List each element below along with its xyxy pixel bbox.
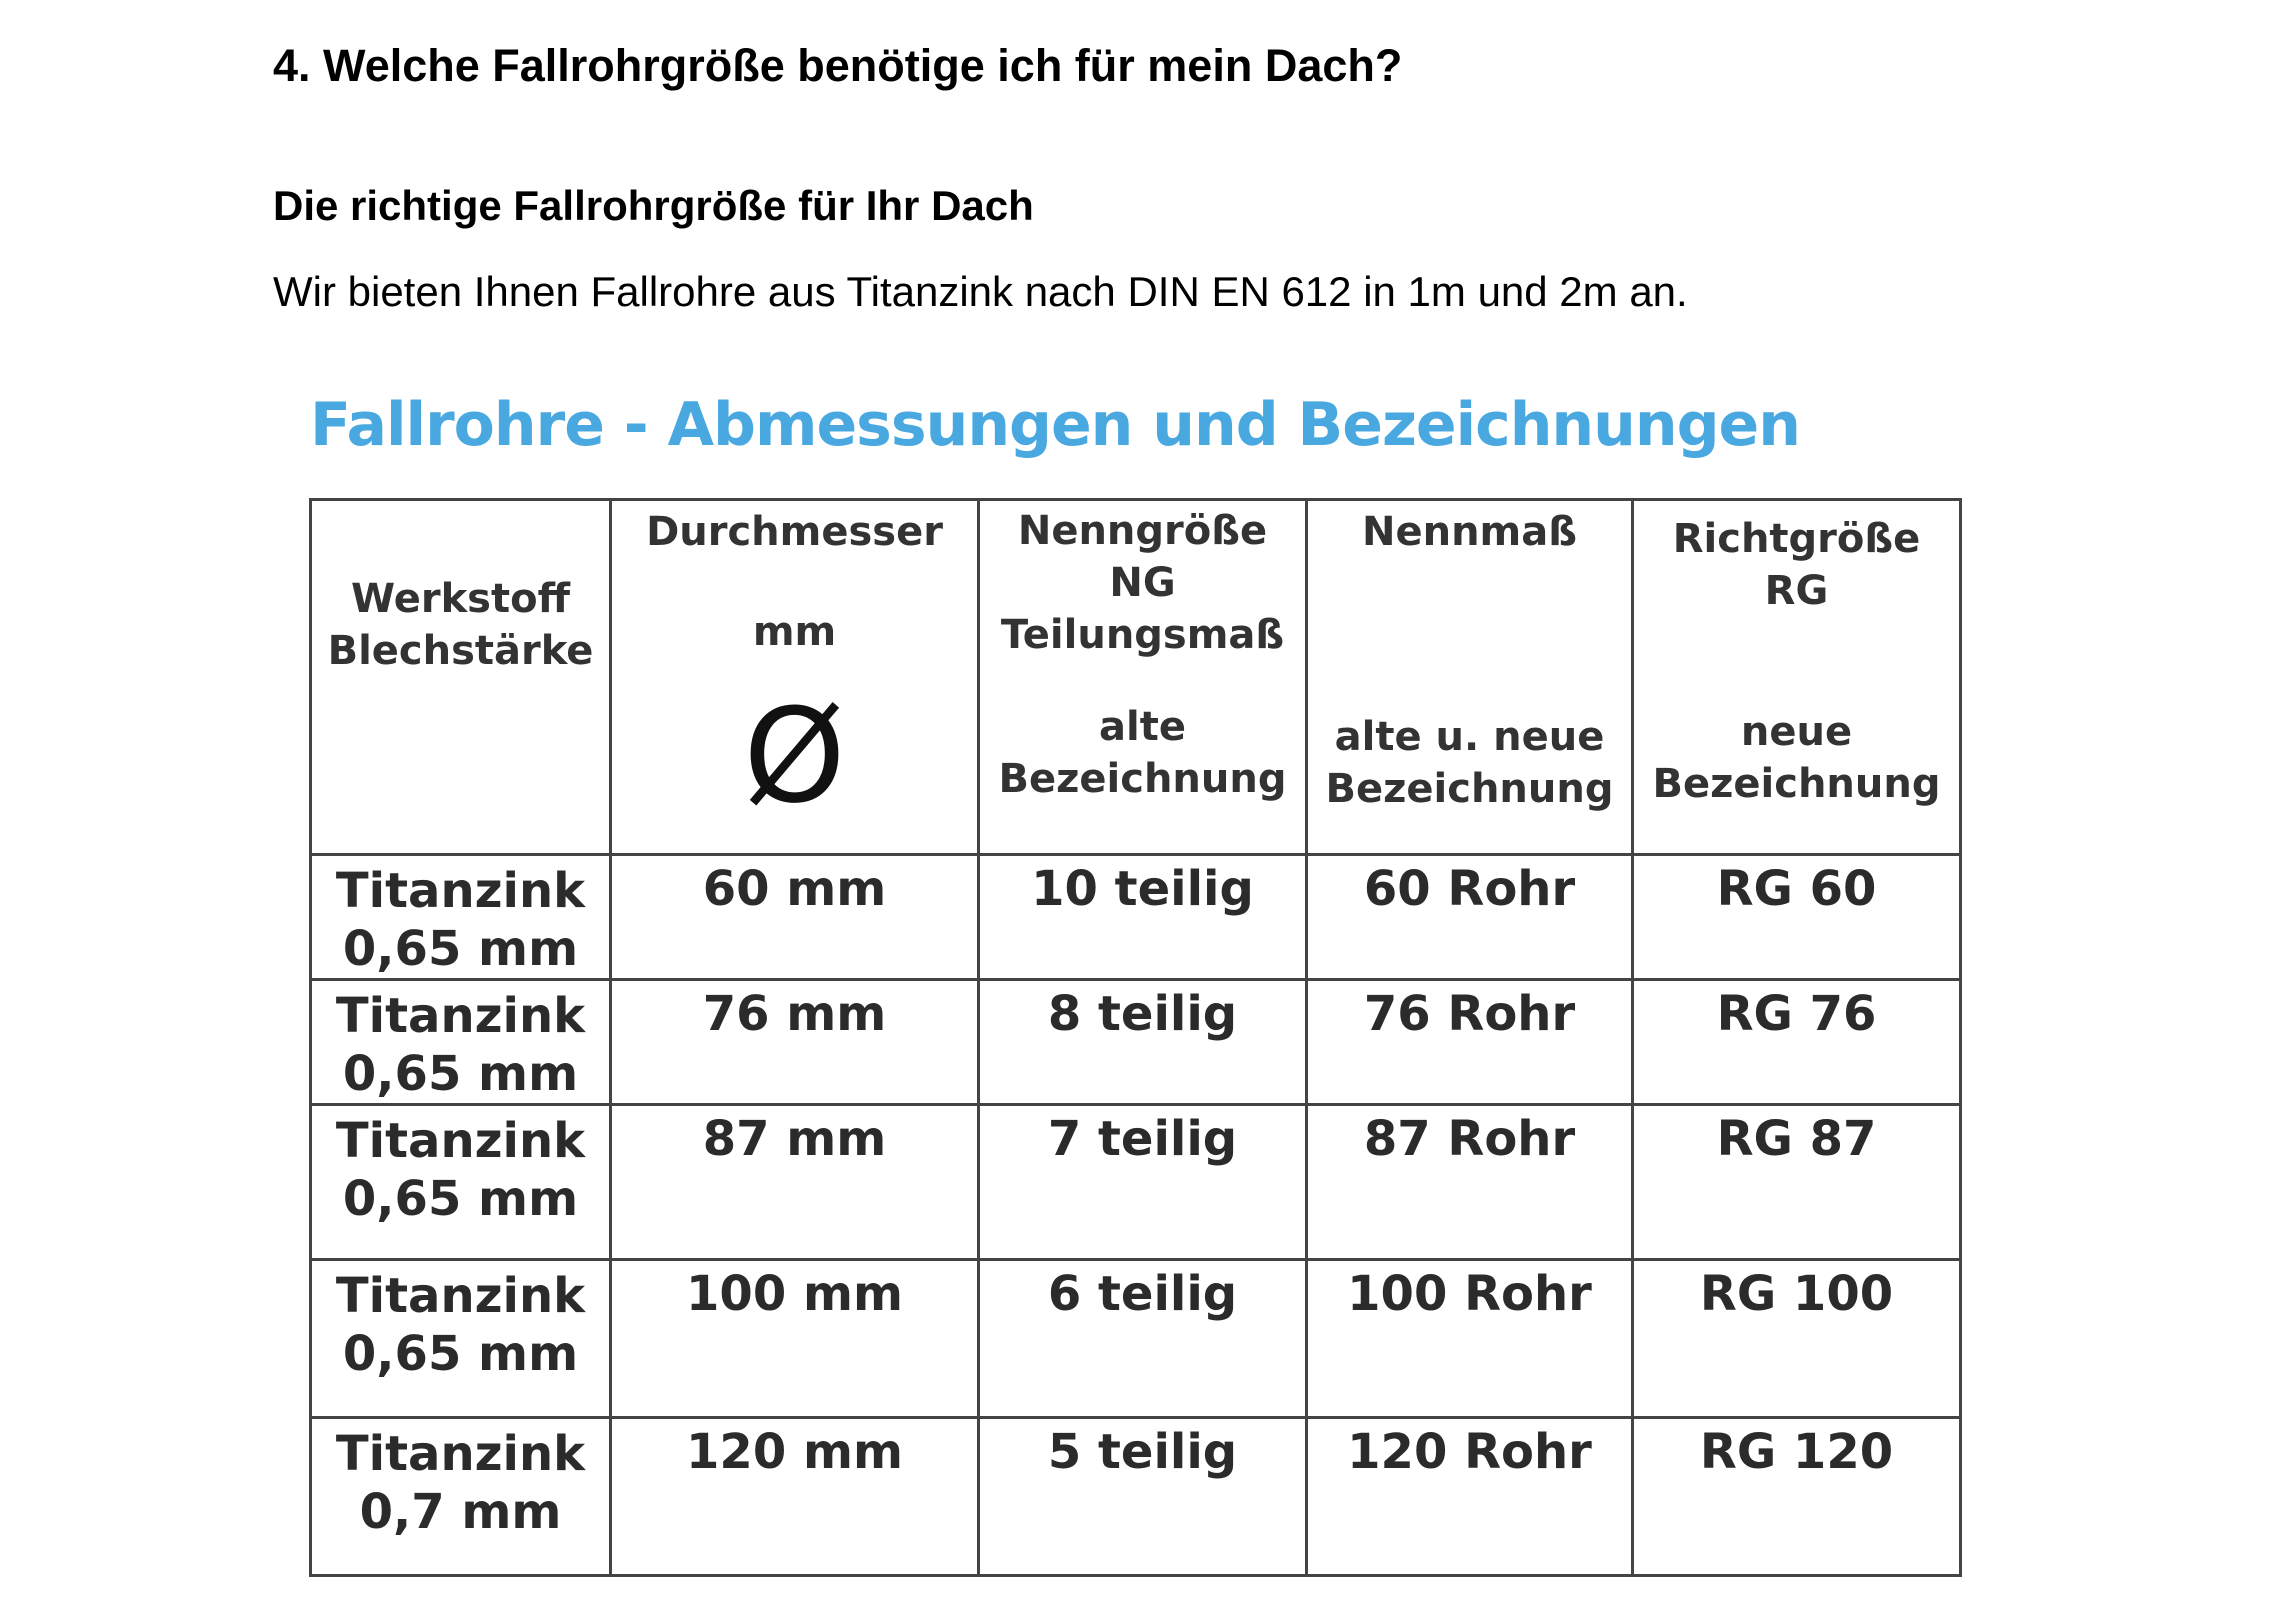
header-rg-bottom <box>1634 706 1959 810</box>
header-nennmass-line1: Nennmaß <box>1362 509 1577 555</box>
cell-diameter: 76 mm <box>611 980 979 1105</box>
table-header-row <box>311 500 1961 855</box>
header-material <box>311 500 611 855</box>
cell-diameter: 100 mm <box>611 1260 979 1418</box>
header-diameter <box>611 500 979 855</box>
header-material-line2: Blechstärke <box>327 628 594 674</box>
cell-ng: 8 teilig <box>979 980 1307 1105</box>
header-richtgroesse <box>1633 500 1961 855</box>
material-thickness: 0,65 mm <box>342 1171 579 1227</box>
header-rg-line2: RG <box>1764 568 1829 614</box>
header-ng-line3: Teilungsmaß <box>1000 612 1285 658</box>
cell-ng: 6 teilig <box>979 1260 1307 1418</box>
cell-rg: RG 87 <box>1633 1105 1961 1260</box>
header-rg-top <box>1634 513 1959 617</box>
header-ng-line2: NG <box>1109 560 1176 606</box>
header-ng-line1: Nenngröße <box>1017 508 1268 554</box>
table-row <box>311 980 1961 1105</box>
material-thickness: 0,65 mm <box>342 1046 579 1102</box>
header-rg-line1: Richtgröße <box>1672 516 1921 562</box>
header-diameter-line1: Durchmesser <box>646 509 943 555</box>
material-name: Titanzink <box>335 863 586 919</box>
header-rg-line4: Bezeichnung <box>1652 761 1941 807</box>
table-title: Fallrohre - Abmessungen und Bezeichnungen <box>310 390 1800 460</box>
downpipe-spec-table <box>309 498 1962 1577</box>
header-rg-line3: neue <box>1740 709 1853 755</box>
cell-rg: RG 100 <box>1633 1260 1961 1418</box>
table-row <box>311 1105 1961 1260</box>
header-ng-line5: Bezeichnung <box>998 756 1287 802</box>
header-ng-line4: alte <box>1099 704 1186 750</box>
material-name: Titanzink <box>335 1113 586 1169</box>
cell-material <box>311 855 611 980</box>
material-thickness: 0,65 mm <box>342 1326 579 1382</box>
cell-ng: 10 teilig <box>979 855 1307 980</box>
cell-rg: RG 60 <box>1633 855 1961 980</box>
cell-nennmass: 87 Rohr <box>1307 1105 1633 1260</box>
cell-material <box>311 1418 611 1576</box>
cell-material <box>311 1105 611 1260</box>
material-thickness: 0,7 mm <box>359 1484 562 1540</box>
material-name: Titanzink <box>335 1426 586 1482</box>
header-nennmass-line2: alte u. neue <box>1334 714 1605 760</box>
cell-material <box>311 980 611 1105</box>
header-diameter-unit: mm <box>752 609 837 655</box>
header-ng-top <box>980 505 1305 661</box>
header-ng-bottom <box>980 701 1305 805</box>
header-material-line1: Werkstoff <box>351 576 570 622</box>
cell-nennmass: 76 Rohr <box>1307 980 1633 1105</box>
cell-ng: 7 teilig <box>979 1105 1307 1260</box>
cell-diameter: 60 mm <box>611 855 979 980</box>
cell-rg: RG 120 <box>1633 1418 1961 1576</box>
table-row <box>311 855 1961 980</box>
cell-material <box>311 1260 611 1418</box>
cell-nennmass: 100 Rohr <box>1307 1260 1633 1418</box>
cell-diameter: 87 mm <box>611 1105 979 1260</box>
table-row <box>311 1260 1961 1418</box>
material-name: Titanzink <box>335 988 586 1044</box>
cell-rg: RG 76 <box>1633 980 1961 1105</box>
diameter-symbol-icon: Ø <box>743 680 846 832</box>
intro-paragraph: Wir bieten Ihnen Fallrohre aus Titanzink nach DIN EN 612 in 1m und 2m an. <box>273 268 1688 315</box>
downpipe-table-figure <box>300 380 1980 1580</box>
section-subheading: Die richtige Fallrohrgröße für Ihr Dach <box>273 182 1034 229</box>
table-row <box>311 1418 1961 1576</box>
page-title: 4. Welche Fallrohrgröße benötige ich für mein Dach? <box>273 40 1403 91</box>
material-thickness: 0,65 mm <box>342 921 579 977</box>
header-nenngroesse <box>979 500 1307 855</box>
cell-nennmass: 60 Rohr <box>1307 855 1633 980</box>
cell-diameter: 120 mm <box>611 1418 979 1576</box>
material-name: Titanzink <box>335 1268 586 1324</box>
cell-nennmass: 120 Rohr <box>1307 1418 1633 1576</box>
cell-ng: 5 teilig <box>979 1418 1307 1576</box>
header-nennmass-line3: Bezeichnung <box>1325 766 1614 812</box>
header-nennmass-bottom <box>1308 711 1631 815</box>
header-nennmass <box>1307 500 1633 855</box>
